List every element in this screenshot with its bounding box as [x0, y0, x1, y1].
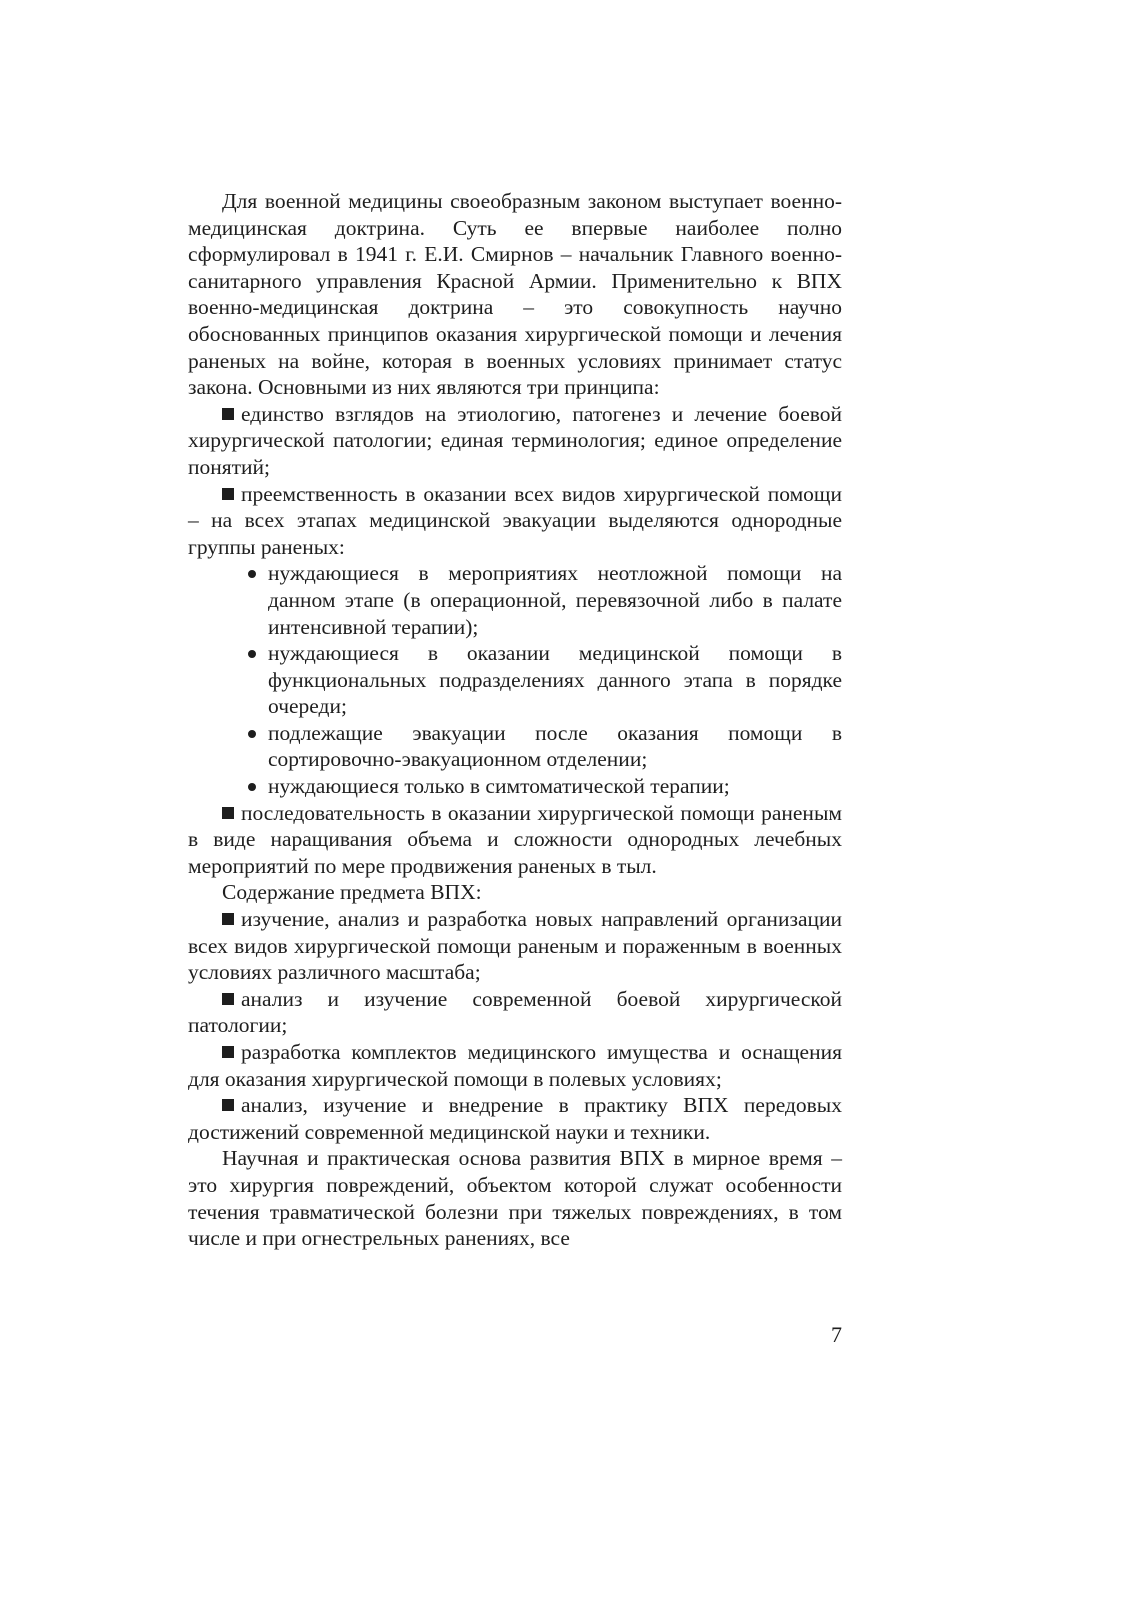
square-bullet-icon: [222, 807, 234, 819]
subject-text: разработка комплектов медицинского имущества и оснащения для оказания хирургической помощи в полевых условиях;: [188, 1040, 842, 1091]
subject-item: [188, 1039, 842, 1092]
subject-item: [188, 906, 842, 986]
principle-item: [188, 481, 842, 561]
round-bullet-icon: [248, 783, 256, 791]
principle-text: единство взглядов на этиологию, патогенез и лечение боевой хирургической патологии; единая терминология; единое определение понятий;: [188, 401, 842, 479]
wounded-group-text: подлежащие эвакуации после оказания помощи в сортировочно-эвакуационном отделении;: [268, 720, 842, 772]
wounded-group-item: [188, 720, 842, 773]
page-number: 7: [831, 1322, 842, 1347]
subject-item: [188, 986, 842, 1039]
wounded-groups-list: [188, 560, 842, 799]
wounded-group-text: нуждающиеся только в симтоматической терапии;: [268, 774, 730, 799]
wounded-group-item: [188, 640, 842, 720]
principle-item: [188, 800, 842, 880]
subject-text: анализ, изучение и внедрение в практику ВПХ передовых достижений современной медицинской науки и техники.: [188, 1093, 842, 1144]
principle-text: последовательность в оказании хирургической помощи раненым в виде наращивания объема и сложности однородных лечебных мероприятий по мере продвижения раненых в тыл.: [188, 800, 842, 878]
subject-heading-paragraph: Содержание предмета ВПХ:: [222, 880, 482, 905]
round-bullet-icon: [248, 730, 256, 738]
wounded-group-text: нуждающиеся в оказании медицинской помощи в функциональных подразделениях данного этапа в порядке очереди;: [268, 641, 842, 719]
square-bullet-icon: [222, 913, 234, 925]
square-bullet-icon: [222, 1099, 234, 1111]
body-text: [188, 188, 842, 1252]
round-bullet-icon: [248, 570, 256, 578]
wounded-group-item: [188, 560, 842, 640]
square-bullet-icon: [222, 488, 234, 500]
subject-item: [188, 1092, 842, 1145]
wounded-group-item: [188, 773, 842, 800]
principle-item: [188, 401, 842, 481]
doctrine-paragraph: Для военной медицины своеобразным законом выступает военно-медицинская доктрина. Суть ее впервые наиболее полно сформулировал в 1941 г. Е.И. Смирнов – начальник Главного военно-санитарного управления Красной Армии. Применительно к ВПХ военно-медицинская доктрина – это совокупность научно обоснованных принципов оказания хирургической помощи и лечения раненых на войне, которая в военных условиях принимает статус закона. Основными из них являются три принципа:: [188, 189, 842, 400]
principle-text: преемственность в оказании всех видов хирургической помощи – на всех этапах медицинской эвакуации выделяются однородные группы раненых:: [188, 481, 842, 559]
wounded-group-text: нуждающиеся в мероприятиях неотложной помощи на данном этапе (в операционной, перевязочной либо в палате интенсивной терапии);: [268, 561, 842, 639]
square-bullet-icon: [222, 993, 234, 1005]
subject-text: изучение, анализ и разработка новых направлений организации всех видов хирургической помощи раненым и пораженным в военных условиях различного масштаба;: [188, 907, 842, 985]
round-bullet-icon: [248, 650, 256, 658]
basis-paragraph: Научная и практическая основа развития ВПХ в мирное время – это хирургия повреждений, объектом которой служат особенности течения травматической болезни при тяжелых повреждениях, в том числе и при огнестрельных ранениях, все: [188, 1146, 842, 1251]
subject-text: анализ и изучение современной боевой хирургической патологии;: [188, 986, 842, 1038]
square-bullet-icon: [222, 408, 234, 420]
square-bullet-icon: [222, 1046, 234, 1058]
